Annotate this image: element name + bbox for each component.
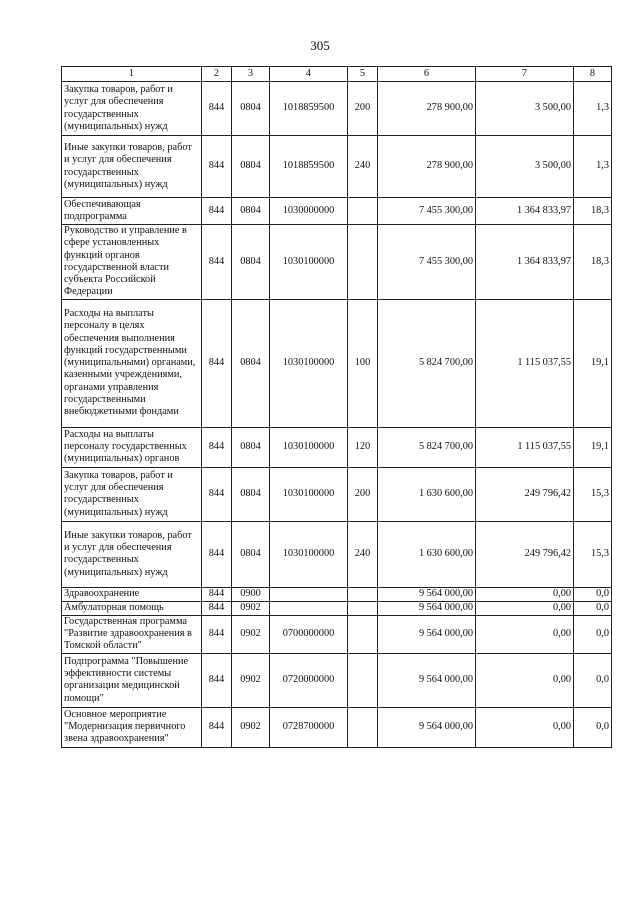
- ministry-code-cell: 844: [202, 587, 232, 601]
- table-row: [62, 587, 612, 601]
- actual-amount-cell: 3 500,00: [476, 82, 574, 136]
- ministry-code-cell: 844: [202, 198, 232, 225]
- section-code-cell: 0900: [232, 587, 270, 601]
- description-cell: Государственная программа "Развитие здравоохранения в Томской области": [62, 615, 202, 653]
- expense-type-cell: 200: [348, 82, 378, 136]
- ministry-code-cell: 844: [202, 225, 232, 300]
- column-header: 4: [270, 67, 348, 82]
- actual-amount-cell: 1 115 037,55: [476, 427, 574, 467]
- actual-amount-cell: 0,00: [476, 587, 574, 601]
- target-article-cell: [270, 601, 348, 615]
- description-cell: Расходы на выплаты персоналу в целях обеспечения выполнения функций государственными (муниципальными) органами, казенными учреждениями, органами управления государственными внебюджетными фондами: [62, 299, 202, 427]
- plan-amount-cell: 1 630 600,00: [378, 521, 476, 587]
- ministry-code-cell: 844: [202, 299, 232, 427]
- actual-amount-cell: 0,00: [476, 653, 574, 707]
- plan-amount-cell: 278 900,00: [378, 136, 476, 198]
- percent-cell: 0,0: [574, 601, 612, 615]
- section-code-cell: 0804: [232, 136, 270, 198]
- target-article-cell: 1030100000: [270, 427, 348, 467]
- percent-cell: 1,3: [574, 82, 612, 136]
- percent-cell: 18,3: [574, 198, 612, 225]
- expense-type-cell: 240: [348, 521, 378, 587]
- target-article-cell: 1030100000: [270, 299, 348, 427]
- ministry-code-cell: 844: [202, 615, 232, 653]
- actual-amount-cell: 0,00: [476, 601, 574, 615]
- section-code-cell: 0804: [232, 198, 270, 225]
- expense-type-cell: [348, 615, 378, 653]
- target-article-cell: 1030000000: [270, 198, 348, 225]
- table-body: [62, 82, 612, 748]
- plan-amount-cell: 5 824 700,00: [378, 427, 476, 467]
- actual-amount-cell: 249 796,42: [476, 467, 574, 521]
- expense-type-cell: 240: [348, 136, 378, 198]
- description-cell: Обеспечивающая подпрограмма: [62, 198, 202, 225]
- description-cell: Руководство и управление в сфере установленных функций органов государственной власти субъекта Российской Федерации: [62, 225, 202, 300]
- table-row: [62, 601, 612, 615]
- target-article-cell: [270, 587, 348, 601]
- target-article-cell: 1018859500: [270, 82, 348, 136]
- ministry-code-cell: 844: [202, 82, 232, 136]
- plan-amount-cell: 5 824 700,00: [378, 299, 476, 427]
- actual-amount-cell: 249 796,42: [476, 521, 574, 587]
- ministry-code-cell: 844: [202, 136, 232, 198]
- description-cell: Амбулаторная помощь: [62, 601, 202, 615]
- target-article-cell: 1018859500: [270, 136, 348, 198]
- ministry-code-cell: 844: [202, 521, 232, 587]
- description-cell: Здравоохранение: [62, 587, 202, 601]
- ministry-code-cell: 844: [202, 467, 232, 521]
- plan-amount-cell: 9 564 000,00: [378, 601, 476, 615]
- budget-table: [61, 66, 612, 748]
- actual-amount-cell: 1 364 833,97: [476, 198, 574, 225]
- target-article-cell: 0728700000: [270, 707, 348, 747]
- target-article-cell: 1030100000: [270, 467, 348, 521]
- section-code-cell: 0902: [232, 653, 270, 707]
- table-row: [62, 82, 612, 136]
- column-header: 2: [202, 67, 232, 82]
- table-row: [62, 707, 612, 747]
- description-cell: Расходы на выплаты персоналу государственных (муниципальных) органов: [62, 427, 202, 467]
- target-article-cell: 0700000000: [270, 615, 348, 653]
- column-header: 6: [378, 67, 476, 82]
- table-row: [62, 198, 612, 225]
- percent-cell: 18,3: [574, 225, 612, 300]
- target-article-cell: 1030100000: [270, 521, 348, 587]
- plan-amount-cell: 9 564 000,00: [378, 707, 476, 747]
- percent-cell: 15,3: [574, 467, 612, 521]
- actual-amount-cell: 1 364 833,97: [476, 225, 574, 300]
- expense-type-cell: 200: [348, 467, 378, 521]
- table-header-row: [62, 67, 612, 82]
- table-row: [62, 653, 612, 707]
- expense-type-cell: 100: [348, 299, 378, 427]
- section-code-cell: 0902: [232, 615, 270, 653]
- table-row: [62, 521, 612, 587]
- section-code-cell: 0804: [232, 225, 270, 300]
- table-row: [62, 225, 612, 300]
- column-header: 8: [574, 67, 612, 82]
- table-row: [62, 299, 612, 427]
- description-cell: Иные закупки товаров, работ и услуг для обеспечения государственных (муниципальных) нужд: [62, 136, 202, 198]
- actual-amount-cell: 3 500,00: [476, 136, 574, 198]
- ministry-code-cell: 844: [202, 601, 232, 615]
- table-row: [62, 467, 612, 521]
- percent-cell: 15,3: [574, 521, 612, 587]
- plan-amount-cell: 7 455 300,00: [378, 198, 476, 225]
- actual-amount-cell: 0,00: [476, 615, 574, 653]
- expense-type-cell: [348, 198, 378, 225]
- target-article-cell: 1030100000: [270, 225, 348, 300]
- ministry-code-cell: 844: [202, 653, 232, 707]
- description-cell: Подпрограмма "Повышение эффективности системы организации медицинской помощи": [62, 653, 202, 707]
- table-row: [62, 136, 612, 198]
- section-code-cell: 0804: [232, 299, 270, 427]
- percent-cell: 0,0: [574, 707, 612, 747]
- expense-type-cell: 120: [348, 427, 378, 467]
- expense-type-cell: [348, 653, 378, 707]
- expense-type-cell: [348, 601, 378, 615]
- plan-amount-cell: 1 630 600,00: [378, 467, 476, 521]
- expense-type-cell: [348, 707, 378, 747]
- description-cell: Основное мероприятие "Модернизация первичного звена здравоохранения": [62, 707, 202, 747]
- description-cell: Закупка товаров, работ и услуг для обеспечения государственных (муниципальных) нужд: [62, 82, 202, 136]
- page-number: 305: [310, 38, 330, 53]
- column-header: 3: [232, 67, 270, 82]
- section-code-cell: 0804: [232, 521, 270, 587]
- expense-type-cell: [348, 587, 378, 601]
- description-cell: Иные закупки товаров, работ и услуг для обеспечения государственных (муниципальных) нужд: [62, 521, 202, 587]
- column-header: 7: [476, 67, 574, 82]
- section-code-cell: 0804: [232, 427, 270, 467]
- ministry-code-cell: 844: [202, 707, 232, 747]
- description-cell: Закупка товаров, работ и услуг для обеспечения государственных (муниципальных) нужд: [62, 467, 202, 521]
- actual-amount-cell: 0,00: [476, 707, 574, 747]
- percent-cell: 1,3: [574, 136, 612, 198]
- target-article-cell: 0720000000: [270, 653, 348, 707]
- column-header: 1: [62, 67, 202, 82]
- plan-amount-cell: 7 455 300,00: [378, 225, 476, 300]
- section-code-cell: 0804: [232, 467, 270, 521]
- ministry-code-cell: 844: [202, 427, 232, 467]
- section-code-cell: 0902: [232, 601, 270, 615]
- percent-cell: 0,0: [574, 653, 612, 707]
- plan-amount-cell: 9 564 000,00: [378, 615, 476, 653]
- plan-amount-cell: 9 564 000,00: [378, 587, 476, 601]
- plan-amount-cell: 278 900,00: [378, 82, 476, 136]
- percent-cell: 19,1: [574, 427, 612, 467]
- plan-amount-cell: 9 564 000,00: [378, 653, 476, 707]
- expense-type-cell: [348, 225, 378, 300]
- table-row: [62, 615, 612, 653]
- percent-cell: 0,0: [574, 615, 612, 653]
- percent-cell: 0,0: [574, 587, 612, 601]
- column-header: 5: [348, 67, 378, 82]
- table-row: [62, 427, 612, 467]
- section-code-cell: 0804: [232, 82, 270, 136]
- percent-cell: 19,1: [574, 299, 612, 427]
- actual-amount-cell: 1 115 037,55: [476, 299, 574, 427]
- section-code-cell: 0902: [232, 707, 270, 747]
